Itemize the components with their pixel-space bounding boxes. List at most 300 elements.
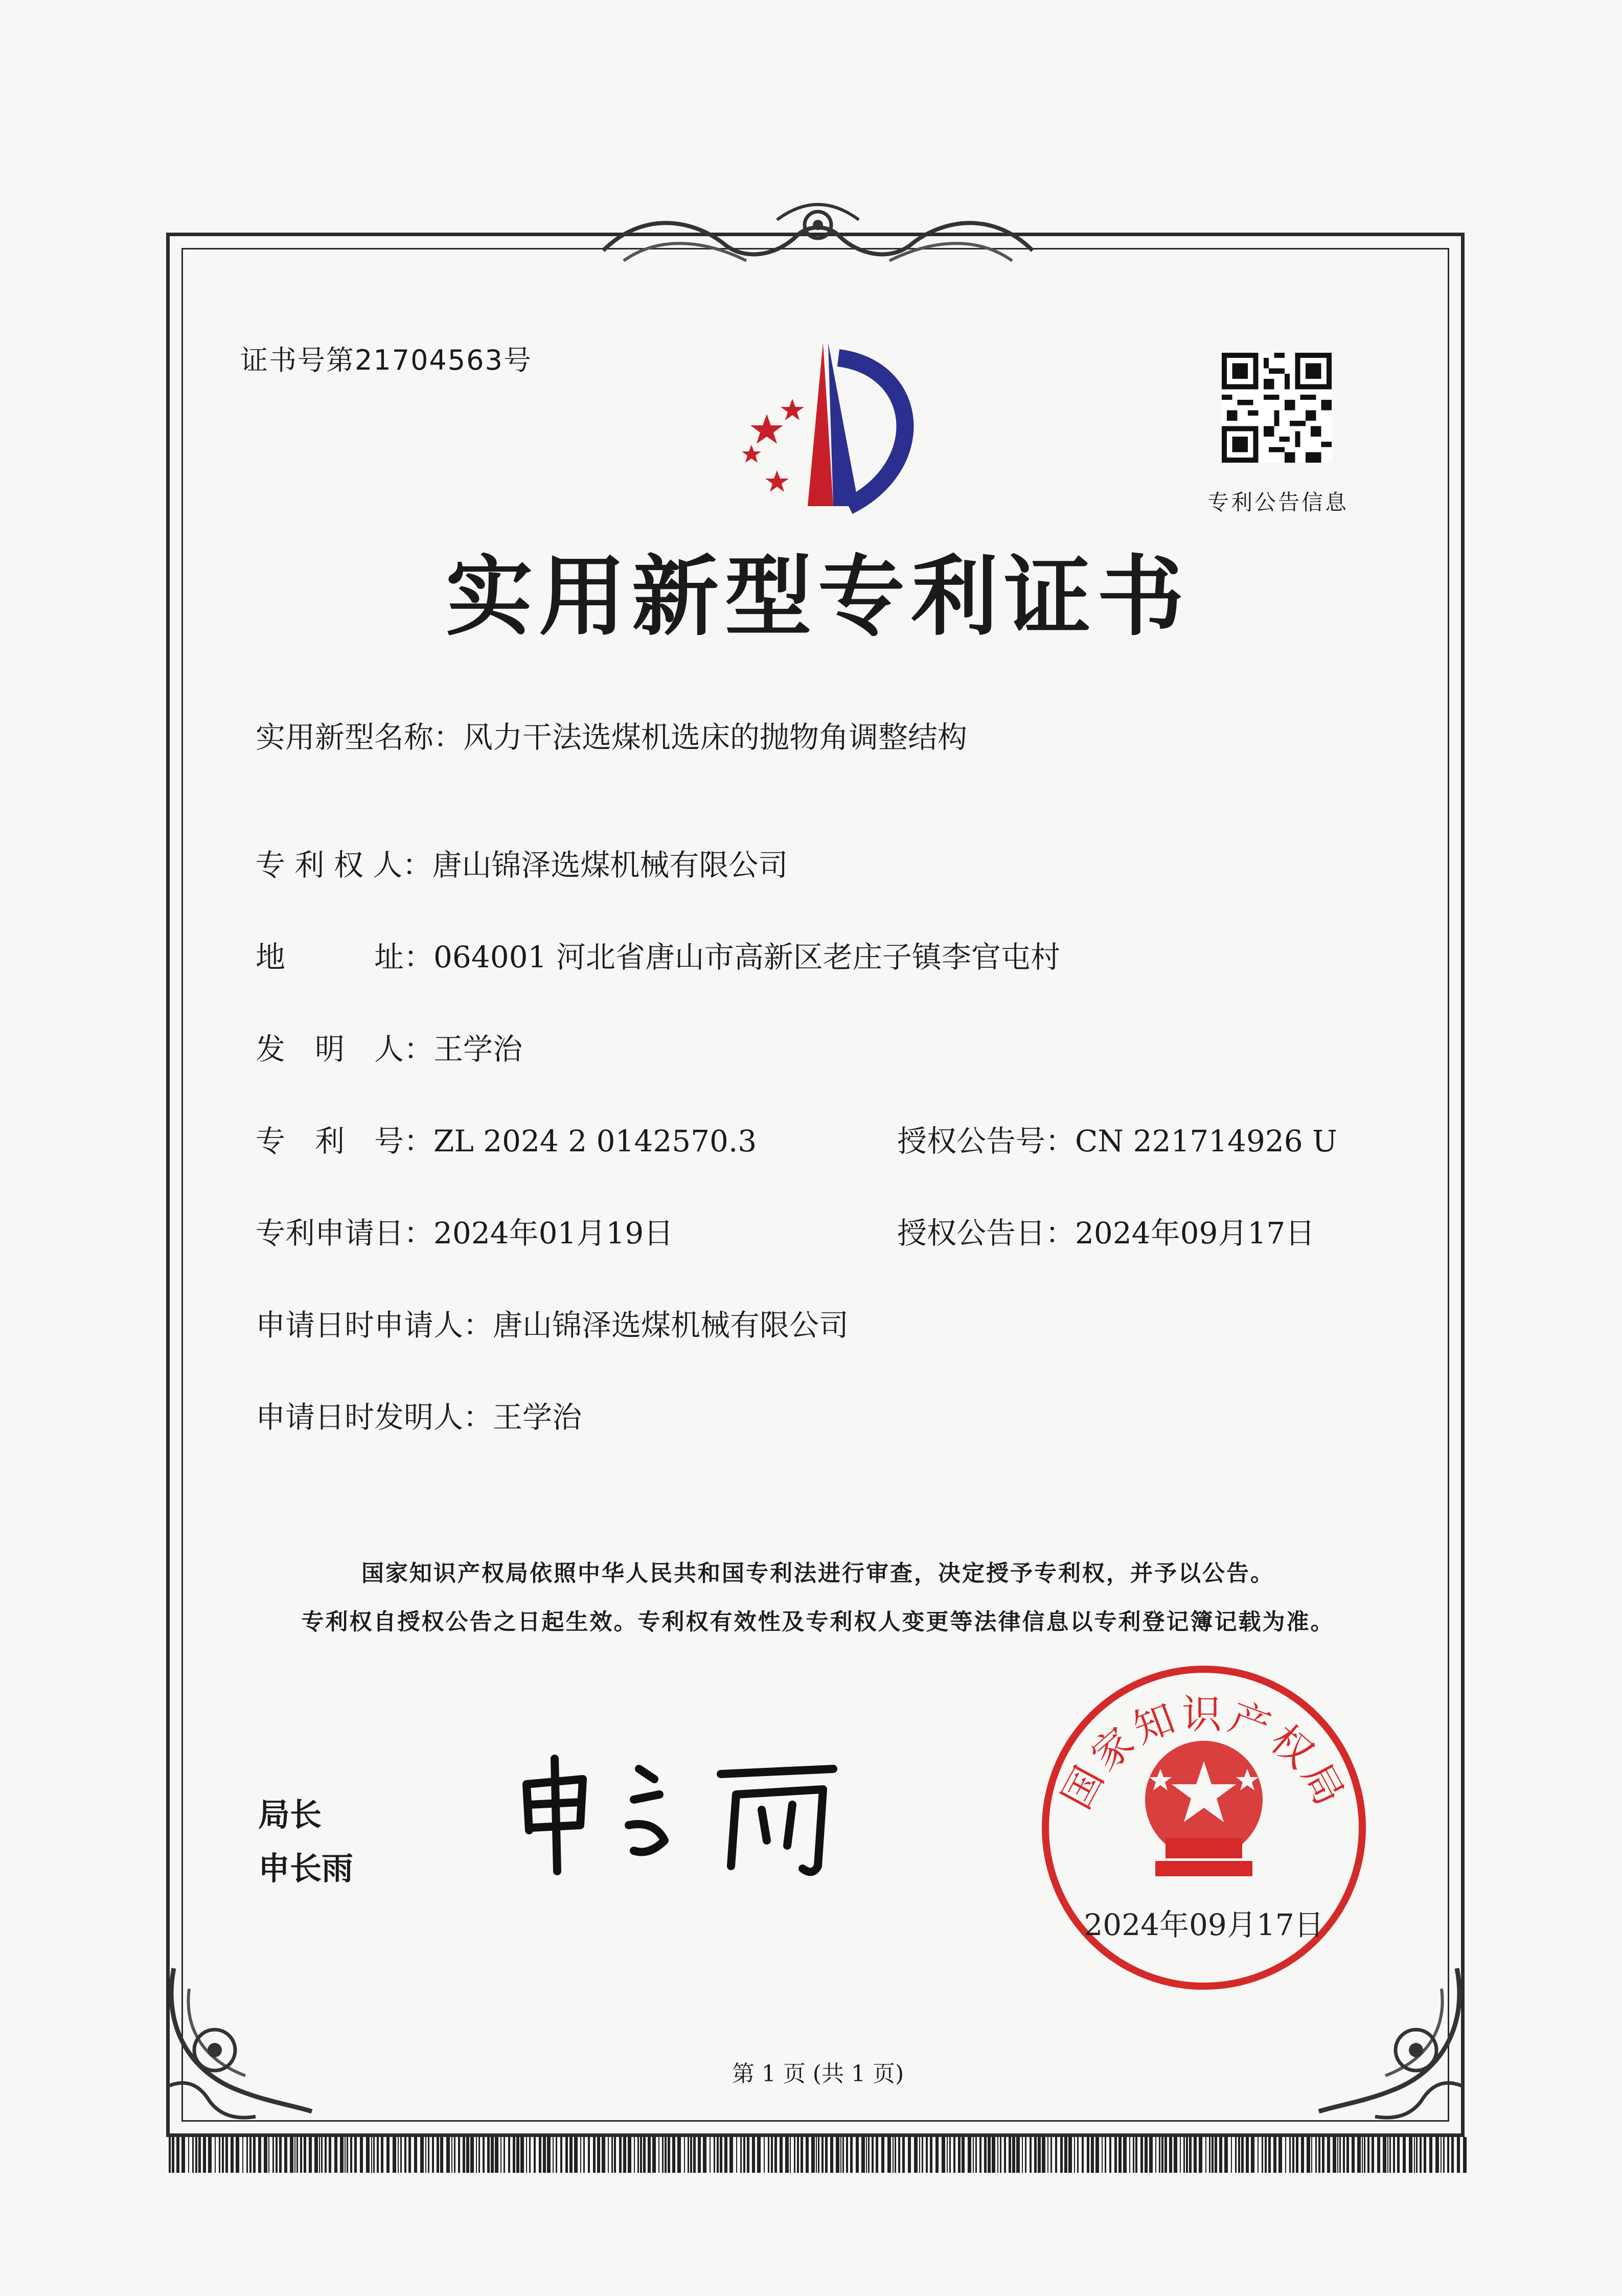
barcode-bar — [321, 2137, 323, 2173]
barcode-bar — [466, 2137, 469, 2173]
barcode-bar — [780, 2137, 783, 2173]
barcode-bar — [872, 2137, 874, 2173]
barcode-bar — [1447, 2137, 1449, 2173]
barcode-bar — [785, 2137, 789, 2173]
certificate-title: 实用新型专利证书 — [445, 547, 1190, 648]
field-value: 王学治 — [433, 1032, 523, 1066]
barcode-bar — [1219, 2137, 1222, 2173]
barcode-bar — [1241, 2137, 1244, 2173]
barcode-bar — [588, 2137, 590, 2173]
barcode-bar — [876, 2137, 878, 2173]
field-row-inventor-at-filing — [256, 1393, 582, 1436]
barcode-bar — [1074, 2137, 1075, 2173]
barcode-bar — [560, 2137, 562, 2173]
barcode-bar — [608, 2137, 609, 2173]
barcode-bar — [640, 2137, 642, 2173]
barcode-bar — [764, 2137, 765, 2173]
barcode-bar — [1060, 2137, 1063, 2173]
field-value: CN 221714926 U — [1075, 1124, 1338, 1158]
barcode-bar — [198, 2137, 201, 2173]
barcode-bar — [1161, 2137, 1163, 2173]
barcode-bar — [1095, 2137, 1099, 2173]
barcode-bar — [597, 2137, 600, 2173]
barcode-bar — [451, 2137, 452, 2173]
barcode-bar — [1251, 2137, 1254, 2173]
barcode-bar — [736, 2137, 737, 2173]
barcode-bar — [811, 2137, 815, 2173]
barcode-bar — [926, 2137, 928, 2173]
barcode-bar — [1000, 2137, 1001, 2173]
barcode-bar — [574, 2137, 578, 2173]
barcode-bar — [1140, 2137, 1143, 2173]
barcode-bar — [801, 2137, 803, 2173]
director-name: 申长雨 — [258, 1850, 354, 1887]
field-row-grant-announcement-date — [897, 1209, 1315, 1252]
barcode-bar — [1414, 2137, 1415, 2173]
barcode-bar — [942, 2137, 945, 2173]
barcode-bar — [637, 2137, 639, 2173]
barcode-bar — [534, 2137, 536, 2173]
barcode-bar — [1016, 2137, 1020, 2173]
barcode-bar — [806, 2137, 809, 2173]
barcode-bar — [225, 2137, 228, 2173]
barcode-bar — [1012, 2137, 1015, 2173]
barcode-bar — [1174, 2137, 1177, 2173]
barcode-bar — [1215, 2137, 1217, 2173]
barcode-bar — [1169, 2137, 1172, 2173]
barcode-bar — [208, 2137, 212, 2173]
field-row-patentee — [256, 841, 788, 884]
barcode-bar — [1393, 2137, 1395, 2173]
barcode-bar — [1409, 2137, 1412, 2173]
barcode-bar — [714, 2137, 715, 2173]
barcode-bar — [222, 2137, 224, 2173]
barcode-bar — [1159, 2137, 1160, 2173]
barcode-bar — [825, 2137, 828, 2173]
barcode-bar — [1339, 2137, 1341, 2173]
barcode-bar — [1372, 2137, 1374, 2173]
barcode-bar — [652, 2137, 656, 2173]
barcode-bar — [1077, 2137, 1079, 2173]
barcode-bar — [1315, 2137, 1317, 2173]
barcode-bar — [922, 2137, 923, 2173]
barcode-bar — [1268, 2137, 1271, 2173]
barcode-bar — [386, 2137, 390, 2173]
barcode-bar — [992, 2137, 995, 2173]
barcode-bar — [258, 2137, 261, 2173]
barcode-bar — [958, 2137, 961, 2173]
barcode-bar — [1289, 2137, 1291, 2173]
field-row-application-date — [256, 1209, 673, 1252]
barcode-bar — [688, 2137, 689, 2173]
barcode-bar — [1087, 2137, 1089, 2173]
barcode-bar — [740, 2137, 742, 2173]
barcode-bar — [215, 2137, 216, 2173]
barcode-bar — [1055, 2137, 1057, 2173]
barcode-bar — [463, 2137, 465, 2173]
barcode-bar — [373, 2137, 375, 2173]
barcode-bar — [371, 2137, 372, 2173]
barcode-bar — [747, 2137, 749, 2173]
barcode-bar — [830, 2137, 833, 2173]
qr-caption: 专利公告信息 — [1207, 490, 1349, 515]
field-row-applicant-at-filing — [256, 1301, 849, 1344]
barcode-bar — [181, 2137, 185, 2173]
barcode-bar — [1133, 2137, 1134, 2173]
barcode-bar — [962, 2137, 965, 2173]
barcode-bar — [1212, 2137, 1214, 2173]
field-label: 授权公告日： — [897, 1216, 1076, 1251]
barcode-bar — [720, 2137, 722, 2173]
barcode-bar — [1273, 2137, 1276, 2173]
barcode-bar — [717, 2137, 719, 2173]
barcode-bar — [569, 2137, 573, 2173]
barcode-bar — [1238, 2137, 1240, 2173]
barcode-bar — [347, 2137, 348, 2173]
barcode-bar — [1307, 2137, 1310, 2173]
barcode-bar — [1183, 2137, 1185, 2173]
legal-notice — [184, 1549, 1452, 1646]
barcode-bar — [790, 2137, 791, 2173]
barcode-bar — [1068, 2137, 1072, 2173]
barcode-bar — [684, 2137, 685, 2173]
barcode-bar — [1231, 2137, 1232, 2173]
barcode-bar — [1296, 2137, 1298, 2173]
barcode-bar — [842, 2137, 844, 2173]
barcode-bar — [276, 2137, 278, 2173]
barcode-bar — [1457, 2137, 1460, 2173]
barcode-bar — [231, 2137, 234, 2173]
barcode-bar — [176, 2137, 179, 2173]
barcode-bar — [556, 2137, 557, 2173]
barcode-bar — [420, 2137, 424, 2173]
barcode-bar — [1364, 2137, 1365, 2173]
barcode-strip — [169, 2137, 1467, 2173]
barcode-bar — [757, 2137, 761, 2173]
barcode-bar — [665, 2137, 667, 2173]
barcode-bar — [350, 2137, 352, 2173]
barcode-bar — [973, 2137, 974, 2173]
barcode-bar — [425, 2137, 426, 2173]
field-label: 申请日时申请人： — [256, 1308, 493, 1343]
barcode-bar — [710, 2137, 711, 2173]
barcode-bar — [668, 2137, 670, 2173]
seal-text: 国家知识产权局 — [1053, 1692, 1355, 1816]
page-indicator: 第 1 页 (共 1 页) — [732, 2061, 904, 2087]
barcode-bar — [743, 2137, 745, 2173]
barcode-bar — [623, 2137, 626, 2173]
barcode-bar — [1042, 2137, 1045, 2173]
barcode-bar — [264, 2137, 267, 2173]
barcode-bar — [1155, 2137, 1156, 2173]
barcode-bar — [309, 2137, 312, 2173]
barcode-bar — [1327, 2137, 1330, 2173]
barcode-bar — [752, 2137, 755, 2173]
barcode-bar — [1285, 2137, 1286, 2173]
barcode-bar — [408, 2137, 411, 2173]
barcode-bar — [360, 2137, 363, 2173]
field-label: 专 利 号： — [256, 1124, 434, 1158]
barcode-bar — [1004, 2137, 1006, 2173]
barcode-bar — [1091, 2137, 1094, 2173]
barcode-bar — [1278, 2137, 1282, 2173]
barcode-bar — [662, 2137, 664, 2173]
barcode-bar — [508, 2137, 510, 2173]
barcode-bar — [593, 2137, 596, 2173]
barcode-bar — [188, 2137, 189, 2173]
field-label: 专利申请日： — [256, 1216, 434, 1251]
barcode-bar — [1009, 2137, 1011, 2173]
barcode-bar — [446, 2137, 450, 2173]
barcode-bar — [272, 2137, 274, 2173]
barcode-bar — [169, 2137, 171, 2173]
barcode-bar — [345, 2137, 346, 2173]
barcode-bar — [1224, 2137, 1228, 2173]
barcode-bar — [984, 2137, 987, 2173]
barcode-bar — [1292, 2137, 1294, 2173]
barcode-bar — [1186, 2137, 1188, 2173]
barcode-bar — [495, 2137, 498, 2173]
barcode-bar — [1262, 2137, 1263, 2173]
barcode-bar — [404, 2137, 406, 2173]
field-value: 唐山锦泽选煤机械有限公司 — [432, 848, 788, 882]
barcode-bar — [658, 2137, 659, 2173]
barcode-bar — [476, 2137, 477, 2173]
field-value: 王学治 — [493, 1400, 582, 1435]
barcode-bar — [1265, 2137, 1267, 2173]
barcode-bar — [547, 2137, 551, 2173]
barcode-bar — [634, 2137, 635, 2173]
barcode-bar — [377, 2137, 379, 2173]
barcode-bar — [329, 2137, 331, 2173]
barcode-bar — [1429, 2137, 1432, 2173]
barcode-bar — [539, 2137, 541, 2173]
barcode-bar — [1301, 2137, 1304, 2173]
barcode-bar — [690, 2137, 692, 2173]
barcode-bar — [1443, 2137, 1445, 2173]
barcode-bar — [300, 2137, 302, 2173]
field-value: 064001 河北省唐山市高新区老庄子镇李官屯村 — [433, 940, 1060, 974]
barcode-bar — [192, 2137, 194, 2173]
barcode-bar — [975, 2137, 977, 2173]
barcode-bar — [1377, 2137, 1380, 2173]
barcode-bar — [840, 2137, 841, 2173]
barcode-bar — [253, 2137, 256, 2173]
barcode-bar — [398, 2137, 399, 2173]
barcode-bar — [1199, 2137, 1202, 2173]
barcode-bar — [1050, 2137, 1052, 2173]
barcode-bar — [1318, 2137, 1320, 2173]
field-row-grant-announcement-number — [897, 1117, 1337, 1160]
barcode-bar — [487, 2137, 490, 2173]
barcode-bar — [893, 2137, 894, 2173]
barcode-bar — [930, 2137, 932, 2173]
barcode-bar — [242, 2137, 243, 2173]
field-value: 唐山锦泽选煤机械有限公司 — [493, 1308, 849, 1343]
field-row-utility-model-name — [256, 713, 967, 756]
cnipa-logo — [705, 337, 941, 527]
barcode-bar — [1209, 2137, 1210, 2173]
certificate-number: 证书号第21704563号 — [240, 344, 532, 376]
barcode-bar — [580, 2137, 581, 2173]
barcode-bar — [279, 2137, 282, 2173]
notice-line-2: 专利权自授权公告之日起生效。专利权有效性及专利权人变更等法律信息以专利登记簿记载为准。 — [301, 1609, 1335, 1635]
field-label: 发 明 人： — [256, 1032, 434, 1066]
field-row-patent-number — [256, 1117, 757, 1160]
barcode-bar — [1038, 2137, 1041, 2173]
barcode-bar — [219, 2137, 220, 2173]
barcode-bar — [821, 2137, 824, 2173]
top-ornament — [593, 189, 1043, 276]
barcode-bar — [203, 2137, 206, 2173]
barcode-bar — [768, 2137, 769, 2173]
barcode-bar — [483, 2137, 485, 2173]
barcode-bar — [565, 2137, 568, 2173]
barcode-bar — [846, 2137, 848, 2173]
barcode-bar — [836, 2137, 839, 2173]
barcode-bar — [794, 2137, 795, 2173]
barcode-bar — [1135, 2137, 1137, 2173]
barcode-bar — [470, 2137, 474, 2173]
barcode-bar — [703, 2137, 706, 2173]
barcode-bar — [1047, 2137, 1048, 2173]
barcode-bar — [1343, 2137, 1345, 2173]
barcode-bar — [1357, 2137, 1361, 2173]
barcode-bar — [1180, 2137, 1181, 2173]
barcode-bar — [935, 2137, 939, 2173]
barcode-bar — [513, 2137, 515, 2173]
barcode-bar — [491, 2137, 494, 2173]
barcode-bar — [648, 2137, 651, 2173]
barcode-bar — [334, 2137, 337, 2173]
barcode-bar — [988, 2137, 991, 2173]
barcode-bar — [643, 2137, 646, 2173]
barcode-bar — [1205, 2137, 1206, 2173]
barcode-bar — [526, 2137, 527, 2173]
barcode-bar — [290, 2137, 293, 2173]
field-label: 地 址： — [256, 940, 434, 974]
barcode-bar — [1034, 2137, 1037, 2173]
barcode-bar — [236, 2137, 239, 2173]
barcode-bar — [1149, 2137, 1153, 2173]
barcode-bar — [1362, 2137, 1363, 2173]
barcode-bar — [400, 2137, 402, 2173]
barcode-bar — [881, 2137, 884, 2173]
barcode-bar — [677, 2137, 681, 2173]
barcode-bar — [997, 2137, 998, 2173]
barcode-bar — [1352, 2137, 1355, 2173]
barcode-bar — [296, 2137, 298, 2173]
barcode-bar — [1145, 2137, 1148, 2173]
field-label: 实用新型名称： — [256, 720, 464, 755]
barcode-bar — [1022, 2137, 1023, 2173]
notice-line-1: 国家知识产权局依照中华人民共和国专利法进行审查，决定授予专利权，并予以公告。 — [361, 1560, 1274, 1586]
barcode-bar — [887, 2137, 891, 2173]
barcode-bar — [908, 2137, 911, 2173]
barcode-bar — [366, 2137, 370, 2173]
barcode-bar — [1367, 2137, 1369, 2173]
barcode-bar — [195, 2137, 197, 2173]
barcode-bar — [898, 2137, 900, 2173]
qr-code[interactable] — [1222, 353, 1332, 463]
barcode-bar — [325, 2137, 327, 2173]
barcode-bar — [850, 2137, 853, 2173]
barcode-bar — [304, 2137, 306, 2173]
barcode-bar — [919, 2137, 920, 2173]
barcode-bar — [1109, 2137, 1111, 2173]
barcode-bar — [504, 2137, 505, 2173]
barcode-bar — [319, 2137, 320, 2173]
barcode-bar — [1397, 2137, 1400, 2173]
barcode-bar — [440, 2137, 443, 2173]
barcode-bar — [1424, 2137, 1426, 2173]
barcode-bar — [1082, 2137, 1084, 2173]
barcode-bar — [1333, 2137, 1336, 2173]
barcode-bar — [1105, 2137, 1106, 2173]
barcode-bar — [284, 2137, 287, 2173]
barcode-bar — [856, 2137, 859, 2173]
director-title: 局长 — [258, 1796, 322, 1833]
barcode-bar — [902, 2137, 905, 2173]
barcode-bar — [478, 2137, 480, 2173]
barcode-bar — [949, 2137, 951, 2173]
barcode-bar — [454, 2137, 455, 2173]
barcode-bar — [1194, 2137, 1197, 2173]
barcode-bar — [698, 2137, 701, 2173]
barcode-bar — [672, 2137, 675, 2173]
barcode-bar — [314, 2137, 318, 2173]
barcode-bar — [1322, 2137, 1324, 2173]
barcode-bar — [1403, 2137, 1406, 2173]
barcode-bar — [968, 2137, 971, 2173]
barcode-bar — [729, 2137, 733, 2173]
barcode-bar — [516, 2137, 519, 2173]
barcode-bar — [583, 2137, 585, 2173]
barcode-bar — [1389, 2137, 1391, 2173]
barcode-bar — [947, 2137, 948, 2173]
barcode-bar — [1463, 2137, 1467, 2173]
barcode-bar — [774, 2137, 777, 2173]
field-label: 授权公告号： — [897, 1124, 1076, 1158]
barcode-bar — [340, 2137, 344, 2173]
barcode-bar — [628, 2137, 631, 2173]
barcode-bar — [1102, 2137, 1103, 2173]
barcode-bar — [354, 2137, 357, 2173]
barcode-bar — [866, 2137, 867, 2173]
barcode-bar — [614, 2137, 616, 2173]
field-value: 2024年09月17日 — [1075, 1216, 1315, 1251]
barcode-bar — [1346, 2137, 1349, 2173]
barcode-bar — [602, 2137, 605, 2173]
barcode-bar — [619, 2137, 622, 2173]
barcode-bar — [529, 2137, 531, 2173]
barcode-bar — [1311, 2137, 1312, 2173]
barcode-bar — [1235, 2137, 1237, 2173]
director-signature — [506, 1738, 864, 1881]
barcode-bar — [1451, 2137, 1454, 2173]
barcode-bar — [428, 2137, 429, 2173]
barcode-bar — [432, 2137, 434, 2173]
barcode-bar — [437, 2137, 439, 2173]
barcode-bar — [1420, 2137, 1422, 2173]
barcode-bar — [381, 2137, 383, 2173]
official-seal — [1033, 1656, 1375, 1999]
barcode-bar — [1164, 2137, 1167, 2173]
barcode-bar — [249, 2137, 252, 2173]
barcode-bar — [294, 2137, 295, 2173]
barcode-bar — [693, 2137, 696, 2173]
barcode-bar — [1441, 2137, 1442, 2173]
